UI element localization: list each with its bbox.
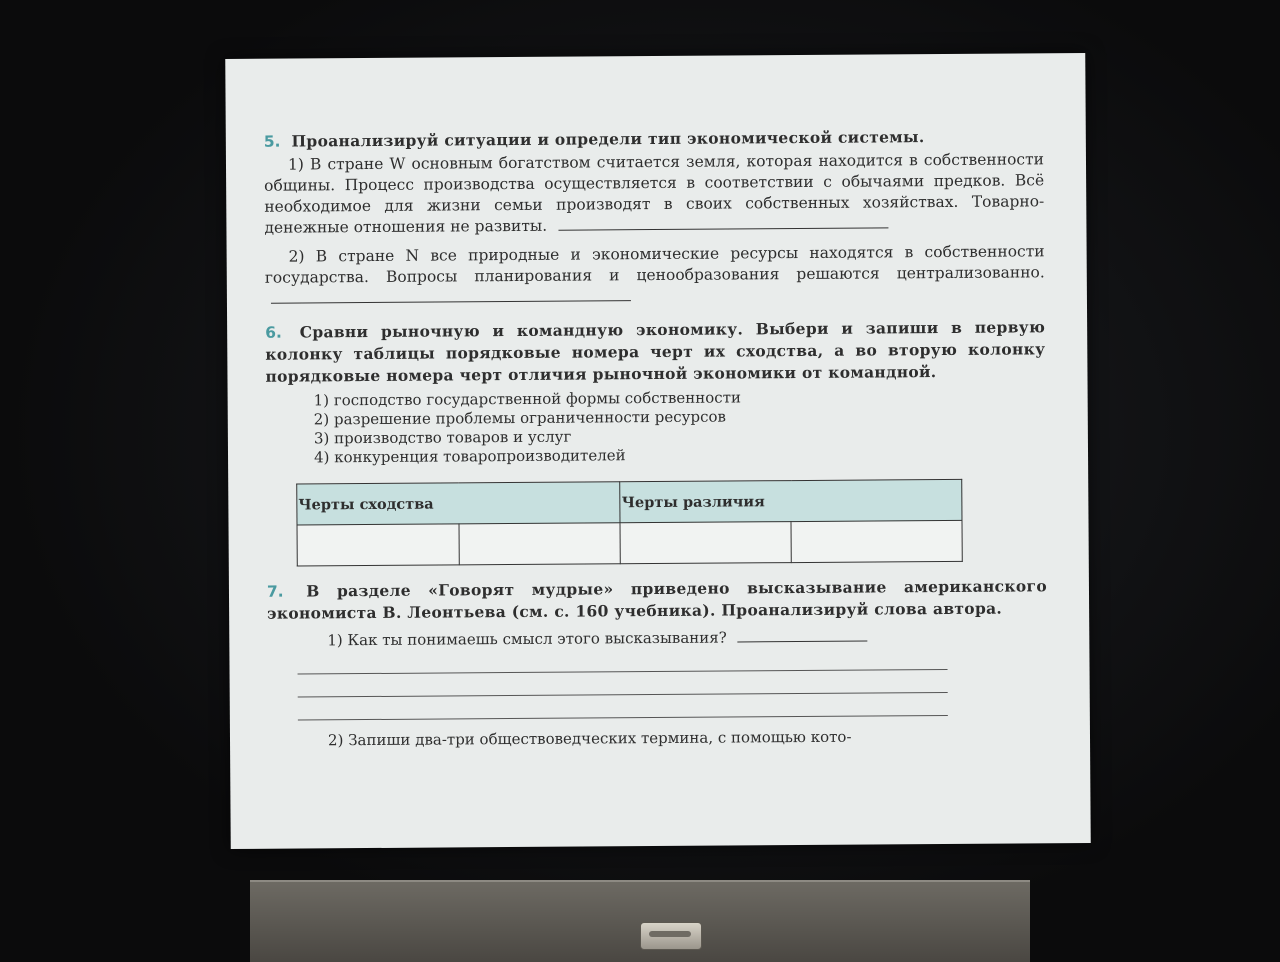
hinge-button <box>640 922 702 950</box>
task-5-situation-2 <box>265 241 1045 309</box>
laptop-base <box>250 880 1030 962</box>
task-7-question-2: 2) Запиши два-три обществоведческих термина, с помощью кото- <box>327 727 852 750</box>
task-7-text: В разделе «Говорят мудрые» приведено высказывание американского экономиста В. Леонтьева (см. с. 160 учебника). Проанализируй слова автора. <box>267 576 1048 623</box>
answer-line-2[interactable] <box>271 286 631 304</box>
situation-1-text: 1) В стране W основным богатством считается земля, которая находится в собственности общины. Процесс производства осуществляется в соответствии с обычаями предков. Всё необходимое для жизни семьи производят в своих собственных хозяйствах. Товарно-денежные отношения не развиты. <box>264 150 1045 237</box>
question-1-text: 1) Как ты понимаешь смысл этого высказывания? <box>327 628 727 650</box>
column-header-similarities: Черты сходства <box>297 482 621 525</box>
list-item: 2) разрешение проблемы ограниченности ресурсов <box>313 407 726 429</box>
task-5-situation-1 <box>264 149 1045 238</box>
answer-line[interactable] <box>298 693 948 721</box>
list-item: 3) производство товаров и услуг <box>313 427 572 448</box>
column-header-differences: Черты различия <box>620 479 962 522</box>
comparison-table <box>296 479 963 567</box>
task-6 <box>265 316 1047 566</box>
page-content <box>264 125 1048 751</box>
list-item: 4) конкуренция товаропроизводителей <box>313 446 626 467</box>
task-5 <box>264 125 1045 309</box>
task-7-number: 7. <box>266 582 284 601</box>
answer-line-q1[interactable] <box>737 627 867 643</box>
task-7 <box>267 575 1048 751</box>
table-cell[interactable] <box>620 522 791 564</box>
task-6-text: Сравни рыночную и командную экономику. Выбери и запиши в первую колонку таблицы порядковые номера черт их сходства, а во вторую колонку порядковые номера черт отличия рыночной экономики от командной. <box>265 317 1046 386</box>
table-cell[interactable] <box>791 520 962 562</box>
feature-list <box>314 386 1047 467</box>
situation-2-text: 2) В стране N все природные и экономические ресурсы находятся в собственности государства. Вопросы планирования и ценообразования решаются централизованно. <box>264 242 1045 287</box>
task-6-number: 6. <box>265 323 282 342</box>
table-cell[interactable] <box>297 524 459 566</box>
answer-line-1[interactable] <box>558 213 888 230</box>
workbook-page <box>225 53 1090 849</box>
task-5-number: 5. <box>263 132 281 151</box>
list-item: 1) господство государственной формы собственности <box>313 388 742 410</box>
task-5-heading: Проанализируй ситуации и определи тип экономической системы. <box>291 127 925 151</box>
table-cell[interactable] <box>459 523 621 565</box>
